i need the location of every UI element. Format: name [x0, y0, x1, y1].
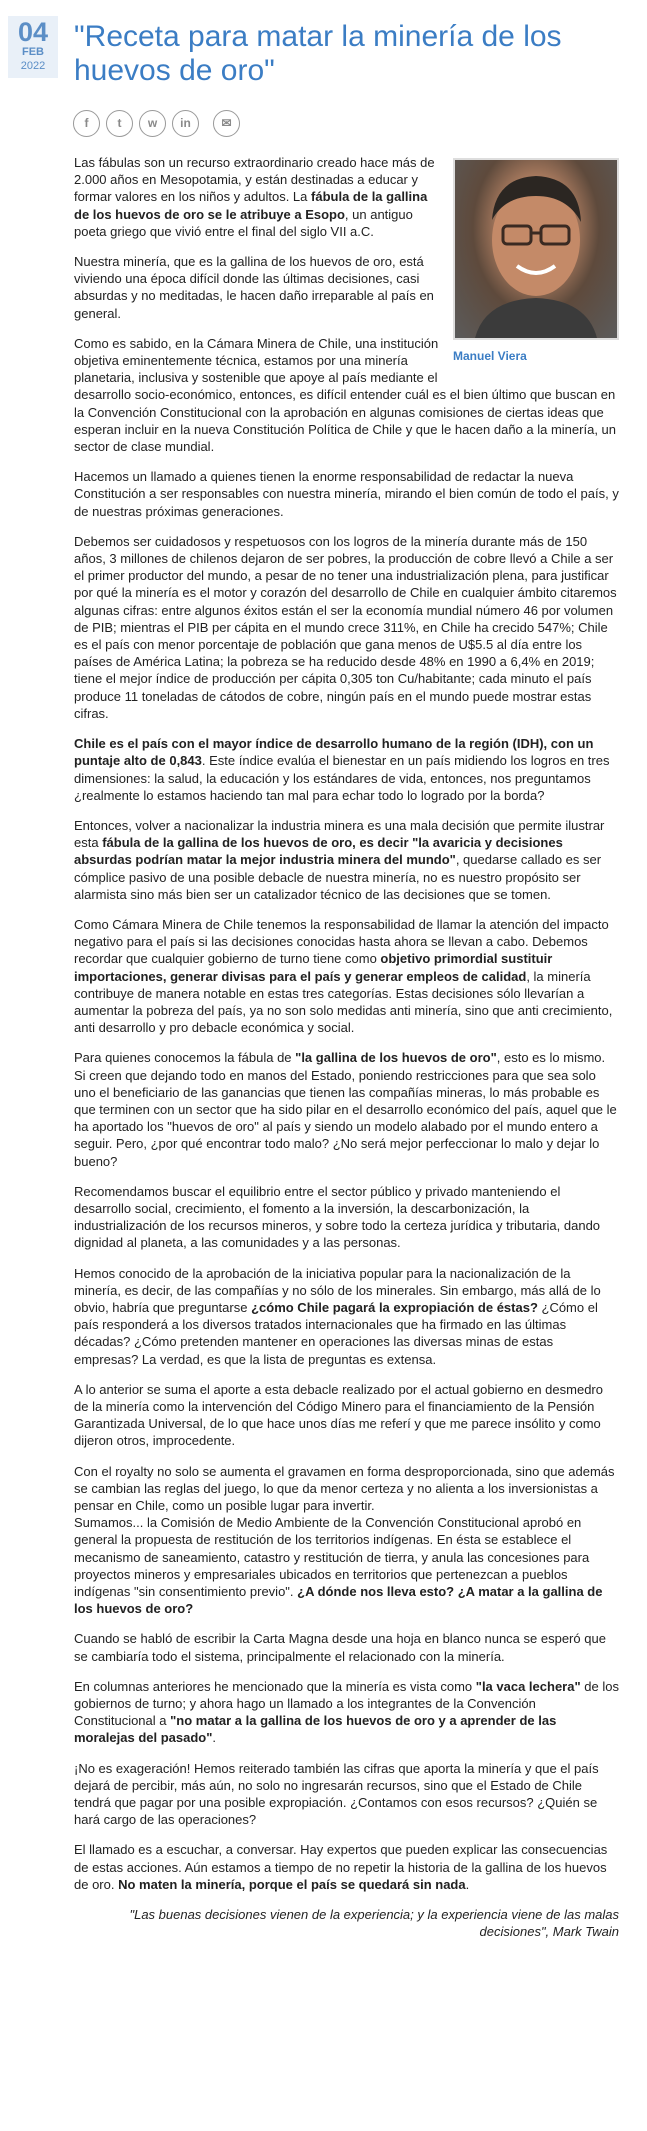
article-title: "Receta para matar la minería de los huevos de oro" [74, 20, 562, 87]
date-month: FEB [22, 46, 44, 58]
paragraph: Entonces, volver a nacionalizar la industria minera es una mala decisión que permite ilustrar esta fábula de la gallina de los huevos de oro, es decir "la avaricia y decisiones absurdas podrían matar la mejor industria minera del mundo", quedarse callado es ser cómplice pasivo de una posible debacle de nuestra minería, no es nuestro propósito ser alarmista sino más bien ser un catalizador técnico de las decisiones que se tomen. [74, 817, 605, 902]
paragraph: Para quienes conocemos la fábula de "la gallina de los huevos de oro", esto es lo mismo. Si creen que dejando todo en manos del Estado, poniendo restricciones para que sea solo uno el beneficiario de las ganancias que tienen las compañías mineras, lo más probable es que terminen con un sector que ha sido pilar en el desarrollo económico del país, aquel que le ha aportado los "huevos de oro" al país y siendo un modelo alabado por el mundo entero a seguir. Pero, ¿por qué encontrar todo malo? ¿No será mejor perfeccionar lo malo y dejar lo bueno? [74, 1050, 617, 1169]
date-year: 2022 [20, 60, 46, 72]
mail-icon[interactable]: ✉ [213, 110, 240, 137]
paragraph: Como Cámara Minera de Chile tenemos la responsabilidad de llamar la atención del impacto negativo para el país si las decisiones conocidas hasta ahora se llevan a cabo. Debemos recordar que cualquier gobierno de turno tiene como objetivo primordial sustituir importaciones, generar divisas para el país y generar empleos de calidad, la minería contribuye de manera notable en estas tres categorías. Estas decisiones sólo llevarían a aumentar la pobreza del país, ya no son solo medidas anti minería, sino que anti crecimiento, anti desarrollo y pro debacle económica y social. [74, 916, 613, 1036]
paragraph: Nuestra minería, que es la gallina de los huevos de oro, está viviendo una época difícil donde las últimas decisiones, casi absurdas y no meditadas, le hacen daño irreparable al país en general. [74, 254, 434, 321]
paragraph: ¡No es exageración! Hemos reiterado también las cifras que aporta la minería y que el país dejará de percibir, más aún, no solo no ingresarán recursos, sino que el Estado de Chile tendrá que pagar por una posible expropiación. ¿Contamos con esos recursos? ¿Quién se hará cargo de las operaciones? [74, 1760, 599, 1828]
article-body [74, 154, 619, 1953]
author-box [453, 158, 619, 365]
whatsapp-icon[interactable]: w [139, 110, 166, 137]
closing-quote: "Las buenas decisiones vienen de la experiencia; y la experiencia viene de las malas decisiones", Mark Twain [129, 1907, 619, 1940]
paragraph: A lo anterior se suma el aporte a esta debacle realizado por el actual gobierno en desmedro de la minería como la intervención del Código Minero para el financiamiento de la Pensión Garantizada Universal, de lo que hace unos días me referí y que me parece insólito y como dijeron otros, improcedente. [74, 1381, 603, 1449]
paragraph: Debemos ser cuidadosos y respetuosos con los logros de la minería durante más de 150 años, 3 millones de chilenos dejaron de ser pobres, la producción de cobre llevó a Chile a ser el primer productor del mundo, a pesar de no tener una industrialización plena, para justificar por qué la minería es el motor y corazón del desarrollo de Chile en cualquier ámbito citaremos algunas cifras: entre algunos éxitos están el ser la economía mundial número 46 por volumen de PIB; mientras el PIB per cápita en el mundo crece 311%, en Chile ha crecido 547%; Chile es el país con menor porcentaje de población que gana menos de U$5.5 al día entre los países de América Latina; la pobreza se ha reducido desde 48% en 1990 a 6,4% en 2019; tiene el mejor índice de producción per cápita 0,305 ton Cu/habitante; cada minuto el país produce 11 toneladas de cátodos de cobre, ningún país en el mundo puede mostrar estas cifras. [74, 533, 617, 721]
paragraph: En columnas anteriores he mencionado que la minería es vista como "la vaca lechera" de los gobiernos de turno; y ahora hago un llamado a los integrantes de la Convención Constitucional a "no matar a la gallina de los huevos de oro y a aprender de las moralejas del pasado". [74, 1678, 619, 1746]
paragraph: Como es sabido, en la Cámara Minera de Chile, una institución objetiva eminentemente técnica, estamos por una minería planetaria, inclusiva y sostenible que apoye al país mediante el desarrollo socio-económico, entonces, es difícil entender cuál es el bien último que buscan en la Convención Constitucional con la aprobación en algunas comisiones de ciertas ideas que esperan incluir en la nueva Constitución Política de Chile y que le hacen daño a la minería, un sector de clase mundial. [74, 335, 617, 455]
linkedin-icon[interactable]: in [172, 110, 199, 137]
paragraph: Hacemos un llamado a quienes tienen la enorme responsabilidad de redactar la nueva Constitución a ser responsables con nuestra minería, mirando el bien común de todo el país, y de nuestras próximas generaciones. [74, 469, 619, 519]
date-badge [8, 16, 58, 78]
paragraph: Con el royalty no solo se aumenta el gravamen en forma desproporcionada, sino que además se cambian las reglas del juego, lo que da menor certeza y no alienta a los inversionistas a pensar en Chile, como un posible lugar para invertir. Sumamos... la Comisión de Medio Ambiente de la Convención Constitucional aprobó en general la propuesta de restitución de los territorios indígenas. En ésta se establece el mecanismo de saneamiento, catastro y restitución de tierra, y anula las concesiones para proyectos mineros y empresariales ubicados en territorios que pertenezcan a pueblos indígenas "sin consentimiento previo". ¿A dónde nos lleva esto? ¿A matar a la gallina de los huevos de oro? [74, 1463, 615, 1617]
paragraph: Hemos conocido de la aprobación de la iniciativa popular para la nacionalización de la minería, es decir, de las compañías y no sólo de los minerales. Sin embargo, más allá de lo obvio, habría que preguntarse ¿cómo Chile pagará la expropiación de éstas? ¿Cómo el país responderá a los diversos tratados internacionales que ha firmado en las últimas décadas? ¿Cómo pretenden mantener en operaciones las diversas minas de estas empresas? La verdad, es que la lista de preguntas es extensa. [74, 1265, 601, 1367]
twitter-icon[interactable]: t [106, 110, 133, 137]
author-photo [453, 158, 619, 340]
date-day: 04 [17, 17, 49, 47]
paragraph: Chile es el país con el mayor índice de desarrollo humano de la región (IDH), con un puntaje alto de 0,843. Este índice evalúa el bienestar en un país midiendo los logros en tres dimensiones: la salud, la educación y los estándares de vida, entonces, nos preguntamos ¿realmente lo estamos haciendo tan mal para echar todo lo logrado por la borda? [74, 736, 610, 803]
paragraph: Recomendamos buscar el equilibrio entre el sector público y privado manteniendo el desarrollo social, crecimiento, el fomento a la inversión, la descarbonización, la industrialización de los recursos mineros, y sobre todo la certeza jurídica y tributaria, dando dignidad al planeta, a las comunidades y a las personas. [74, 1183, 601, 1251]
paragraph: Las fábulas son un recurso extraordinario creado hace más de 2.000 años en Mesopotamia, y están destinadas a educar y formar valores en los niños y adultos. La fábula de la gallina de los huevos de oro se le atribuye a Esopo, un antiguo poeta griego que vivió entre el final del siglo VII a.C. [74, 155, 435, 239]
paragraph: El llamado es a escuchar, a conversar. Hay expertos que pueden explicar las consecuencias de estas acciones. Aún estamos a tiempo de no repetir la historia de la gallina de los huevos de oro. No maten la minería, porque el país se quedará sin nada. [74, 1842, 608, 1892]
author-name: Manuel Viera [453, 349, 527, 363]
share-bar [73, 110, 246, 144]
paragraph: Cuando se habló de escribir la Carta Magna desde una hoja en blanco nunca se esperó que se cambiaría todo el sistema, principalmente el relacionado con la minería. [74, 1631, 606, 1664]
facebook-icon[interactable]: f [73, 110, 100, 137]
